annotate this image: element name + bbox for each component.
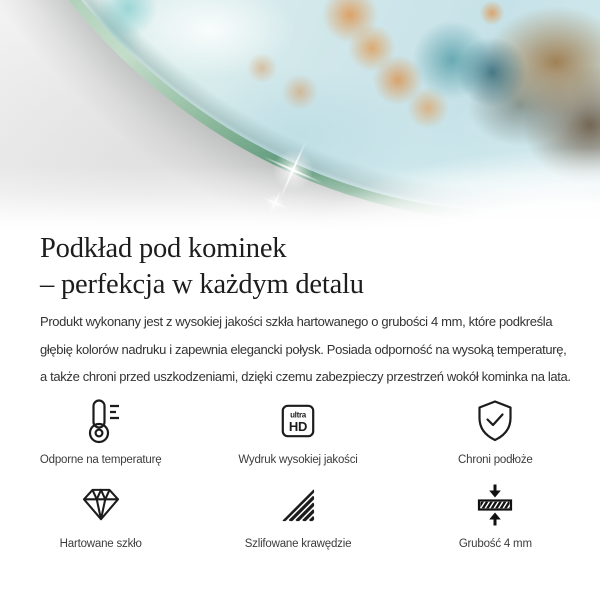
- polished-edges-icon: [280, 480, 316, 530]
- svg-text:HD: HD: [288, 419, 308, 434]
- feature-label: Wydruk wysokiej jakości: [238, 454, 358, 466]
- feature-label: Odporne na temperaturę: [39, 454, 162, 466]
- shield-check-icon: [474, 396, 516, 446]
- feature-temperature-resistant: [2, 396, 199, 466]
- feature-thickness: [397, 480, 594, 550]
- product-photo: [0, 0, 600, 230]
- feature-print-quality: [199, 396, 396, 466]
- ultra-hd-badge-icon: [281, 396, 315, 446]
- features-grid: [2, 396, 594, 550]
- thickness-4mm-icon: [476, 480, 514, 530]
- feature-label: Szlifowane krawędzie: [244, 538, 352, 550]
- thermometer-icon: [78, 396, 124, 446]
- product-description: [40, 308, 571, 391]
- svg-text:ultra: ultra: [290, 410, 306, 420]
- feature-polished-edges: [199, 480, 396, 550]
- feature-label: Hartowane szkło: [59, 538, 142, 550]
- feature-tempered-glass: [2, 480, 199, 550]
- feature-label: Grubość 4 mm: [458, 538, 532, 550]
- page-title-line2: – perfekcja w każdym detalu: [40, 269, 364, 300]
- diamond-icon: [82, 480, 120, 530]
- description-line2: głębię kolorów nadruku i zapewnia elegancki połysk. Posiada odporność na wysoką temperaturę,: [40, 341, 567, 357]
- feature-label: Chroni podłoże: [458, 454, 533, 466]
- feature-protects-floor: [397, 396, 594, 466]
- page-title: [40, 231, 364, 303]
- page-title-line1: Podkład pod kominek: [40, 233, 287, 264]
- description-line1: Produkt wykonany jest z wysokiej jakości szkła hartowanego o grubości 4 mm, które podkreśla: [40, 314, 553, 329]
- description-line3: a także chroni przed uszkodzeniami, dzięki czemu zabezpieczy przestrzeń wokół kominka na lata.: [40, 369, 571, 384]
